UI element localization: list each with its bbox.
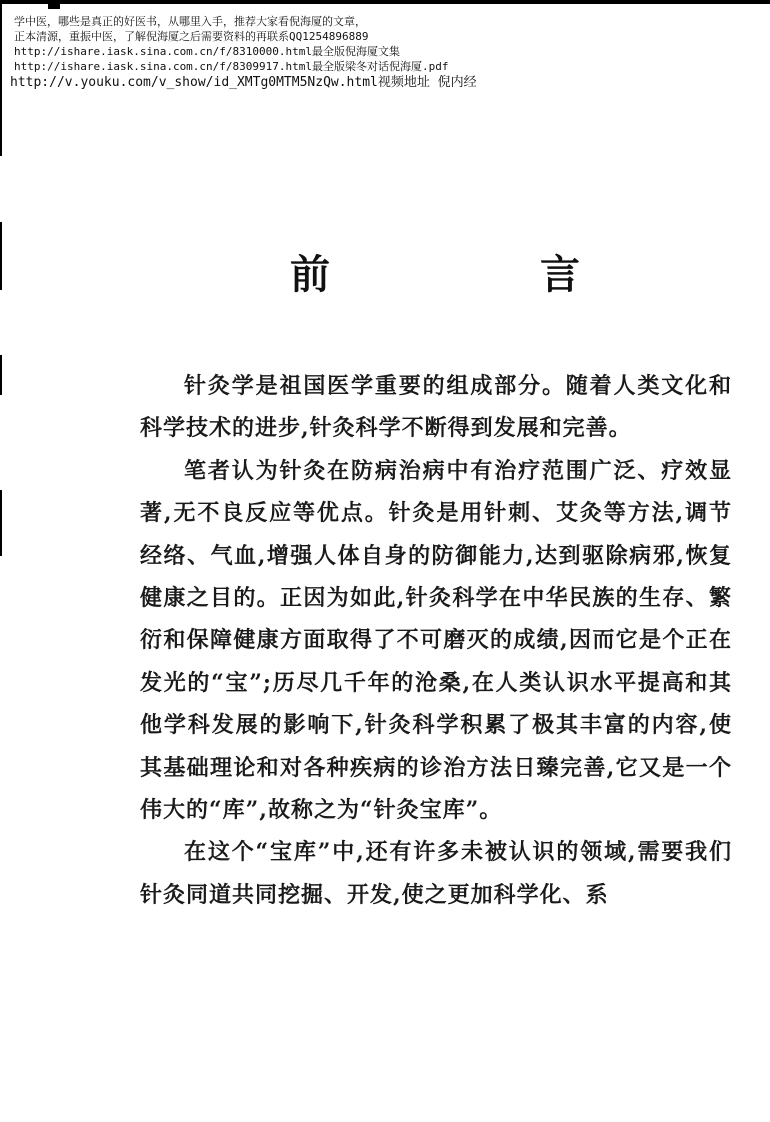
scan-edge-line	[0, 490, 2, 556]
header-note-line: 学中医，哪些是真正的好医书，从哪里入手，推荐大家看倪海厦的文章，	[14, 15, 366, 28]
preface-body	[140, 365, 732, 916]
header-link-line[interactable]: http://ishare.iask.sina.com.cn/f/8309917.html最全版梁冬对话倪海厦.pdf	[14, 60, 449, 73]
paragraph: 针灸学是祖国医学重要的组成部分。随着人类文化和科学技术的进步,针灸科学不断得到发展和完善。	[140, 373, 732, 442]
title-char-1: 前	[290, 252, 330, 298]
paragraph: 在这个“宝库”中,还有许多未被认识的领域,需要我们针灸同道共同挖掘、开发,使之更加科学化、系	[140, 839, 732, 908]
header-video-link-line[interactable]: http://v.youku.com/v_show/id_XMTg0MTM5NzQw.html视频地址 倪内经	[10, 75, 477, 90]
header-notes	[10, 14, 754, 92]
page-title	[290, 250, 580, 300]
scan-edge-line	[0, 222, 2, 290]
scan-edge-line	[0, 4, 2, 156]
scan-edge-line	[0, 355, 2, 395]
header-link-line[interactable]: http://ishare.iask.sina.com.cn/f/8310000.html最全版倪海厦文集	[14, 45, 401, 58]
title-char-2: 言	[540, 252, 580, 298]
top-border-line	[0, 0, 770, 4]
paragraph: 笔者认为针灸在防病治病中有治疗范围广泛、疗效显著,无不良反应等优点。针灸是用针刺、艾灸等方法,调节经络、气血,增强人体自身的防御能力,达到驱除病邪,恢复健康之目的。正因为如此,针灸科学在中华民族的生存、繁衍和保障健康方面取得了不可磨灭的成绩,因而它是个正在发光的“宝”;历尽几千年的沧桑,在人类认识水平提高和其他学科发展的影响下,针灸科学积累了极其丰富的内容,使其基础理论和对各种疾病的诊治方法日臻完善,它又是一个伟大的“库”,故称之为“针灸宝库”。	[140, 457, 732, 824]
header-note-line: 正本清源，重振中医，了解倪海厦之后需要资料的再联系QQ1254896889	[14, 30, 369, 43]
top-border-notch	[48, 4, 60, 9]
